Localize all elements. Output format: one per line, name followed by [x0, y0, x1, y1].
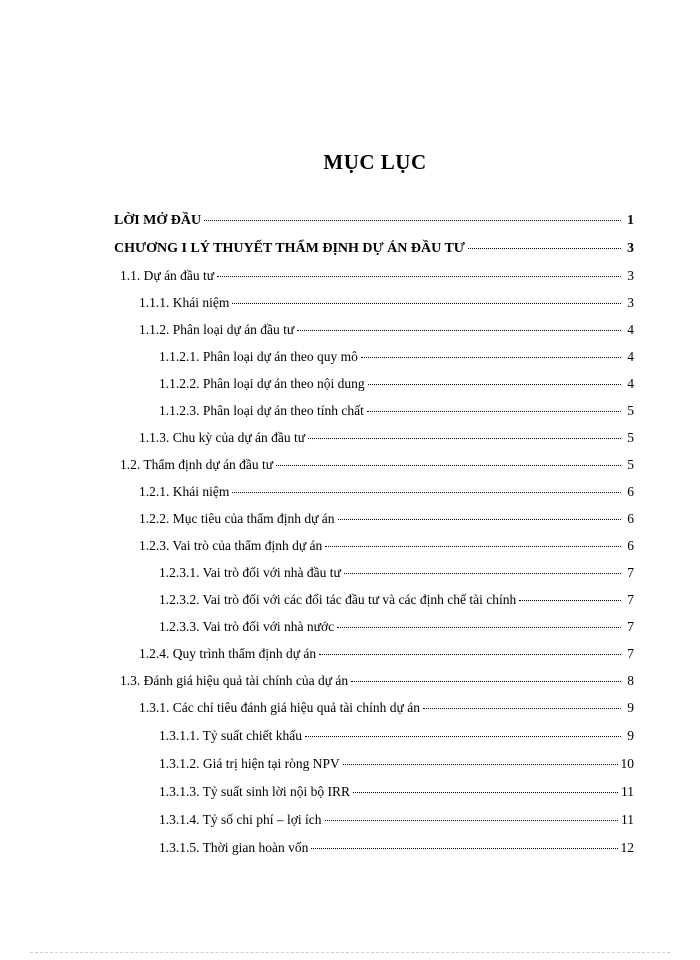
dot-leader — [297, 317, 621, 331]
toc-entry[interactable] — [120, 455, 634, 475]
toc-entry[interactable] — [159, 617, 634, 637]
toc-entry-page: 6 — [627, 511, 634, 526]
toc-title: MỤC LỤC — [323, 150, 427, 174]
toc-entry[interactable] — [120, 671, 634, 691]
toc-entry-page: 5 — [627, 403, 634, 418]
dot-leader — [368, 371, 621, 385]
dot-leader — [232, 479, 621, 493]
toc-entry[interactable] — [139, 293, 634, 313]
toc-entry-label: LỜI MỞ ĐẦU — [114, 213, 202, 228]
toc-entry[interactable] — [159, 347, 634, 367]
toc-entry-label: 1.1.2.3. Phân loại dự án theo tính chất — [159, 403, 364, 418]
toc-entry-page: 9 — [627, 728, 634, 743]
toc-entry-label: 1.2.3.3. Vai trò đối với nhà nước — [159, 619, 335, 634]
toc-entry-label: 1.3.1.1. Tỷ suất chiết khấu — [159, 728, 302, 743]
dot-leader — [305, 723, 621, 737]
toc-entry-page: 1 — [627, 213, 634, 228]
toc-entry-page: 3 — [627, 241, 634, 256]
toc-entry-page: 12 — [620, 840, 634, 855]
dot-leader — [232, 290, 621, 304]
toc-entry-page: 7 — [627, 592, 634, 607]
toc-entry[interactable] — [139, 536, 634, 556]
dot-leader — [367, 398, 621, 412]
toc-entry-page: 5 — [627, 457, 634, 472]
toc-entry[interactable] — [139, 644, 634, 664]
toc-entry-page: 4 — [627, 349, 634, 364]
dot-leader — [319, 641, 621, 655]
toc-entry[interactable] — [139, 698, 634, 718]
toc-entry-label: 1.3.1. Các chỉ tiêu đánh giá hiệu quả tài chính dự án — [139, 700, 420, 715]
toc-entry-label: 1.3.1.5. Thời gian hoàn vốn — [159, 840, 309, 855]
toc-entry-label: 1.2.3. Vai trò của thẩm định dự án — [139, 538, 323, 553]
dot-leader — [325, 533, 621, 547]
toc-entry-label: 1.1.1. Khái niệm — [139, 295, 230, 310]
toc-entry-label: 1.3. Đánh giá hiệu quả tài chính của dự án — [120, 673, 349, 688]
toc-entry-page: 5 — [627, 430, 634, 445]
dot-leader — [276, 452, 621, 466]
toc-entry[interactable] — [159, 838, 634, 858]
toc-entry-label: 1.2.4. Quy trình thẩm định dự án — [139, 646, 317, 661]
toc-entry-page: 4 — [627, 322, 634, 337]
toc-entry[interactable] — [114, 210, 634, 230]
toc-entry[interactable] — [159, 726, 634, 746]
dot-leader — [519, 587, 621, 601]
toc-entry-label: CHƯƠNG I LÝ THUYẾT THẨM ĐỊNH DỰ ÁN ĐẦU TƯ — [114, 241, 465, 256]
toc-entry[interactable] — [139, 509, 634, 529]
toc-entry-label: 1.1. Dự án đầu tư — [120, 268, 215, 283]
dot-leader — [337, 614, 621, 628]
toc-entry-page: 9 — [627, 700, 634, 715]
toc-entry[interactable] — [159, 401, 634, 421]
toc-entry-page: 11 — [621, 784, 634, 799]
dot-leader — [343, 751, 618, 765]
toc-entry-label: 1.1.2.2. Phân loại dự án theo nội dung — [159, 376, 365, 391]
toc-entry-page: 11 — [621, 812, 634, 827]
toc-entry-label: 1.3.1.4. Tỷ số chi phí – lợi ích — [159, 812, 322, 827]
toc-entry-label: 1.2.1. Khái niệm — [139, 484, 230, 499]
toc-entry[interactable] — [159, 374, 634, 394]
dot-leader — [308, 425, 621, 439]
dot-leader — [468, 235, 621, 249]
toc-entry-label: 1.2.3.2. Vai trò đối với các đối tác đầu tư và các định chế tài chính — [159, 592, 517, 607]
page-bottom-rule — [30, 952, 670, 953]
toc-entry-label: 1.3.1.2. Giá trị hiện tại ròng NPV — [159, 756, 340, 771]
toc-entry-label: 1.2.2. Mục tiêu của thẩm định dự án — [139, 511, 335, 526]
toc-entry-page: 7 — [627, 646, 634, 661]
toc-entry-label: 1.1.2.1. Phân loại dự án theo quy mô — [159, 349, 358, 364]
dot-leader — [338, 506, 621, 520]
toc-entry[interactable] — [159, 810, 634, 830]
toc-entry[interactable] — [139, 428, 634, 448]
toc-entry-label: 1.1.2. Phân loại dự án đầu tư — [139, 322, 295, 337]
dot-leader — [325, 807, 618, 821]
toc-entry-page: 6 — [627, 484, 634, 499]
toc-entry-page: 6 — [627, 538, 634, 553]
dot-leader — [344, 560, 621, 574]
toc-entry-page: 7 — [627, 565, 634, 580]
dot-leader — [311, 835, 617, 849]
toc-entry-label: 1.3.1.3. Tỷ suất sinh lời nội bộ IRR — [159, 784, 351, 799]
toc-entry-page: 3 — [627, 268, 634, 283]
toc-entry-page: 10 — [620, 756, 634, 771]
toc-entry[interactable] — [139, 482, 634, 502]
toc-entry[interactable] — [159, 754, 634, 774]
toc-entry-page: 8 — [627, 673, 634, 688]
toc-entry-page: 7 — [627, 619, 634, 634]
dot-leader — [361, 344, 621, 358]
dot-leader — [204, 207, 621, 221]
dot-leader — [353, 779, 618, 793]
toc-entry[interactable] — [120, 266, 634, 286]
dot-leader — [423, 695, 621, 709]
toc-entry[interactable] — [114, 238, 634, 258]
toc-entry[interactable] — [139, 320, 634, 340]
dot-leader — [351, 668, 621, 682]
toc-entry-page: 3 — [627, 295, 634, 310]
dot-leader — [217, 263, 621, 277]
toc-entry[interactable] — [159, 782, 634, 802]
toc-entry-page: 4 — [627, 376, 634, 391]
toc-entry-label: 1.2. Thẩm định dự án đầu tư — [120, 457, 274, 472]
toc-entry[interactable] — [159, 590, 634, 610]
toc-entry-label: 1.2.3.1. Vai trò đối với nhà đầu tư — [159, 565, 341, 580]
toc-entry[interactable] — [159, 563, 634, 583]
toc-entry-label: 1.1.3. Chu kỳ của dự án đầu tư — [139, 430, 306, 445]
